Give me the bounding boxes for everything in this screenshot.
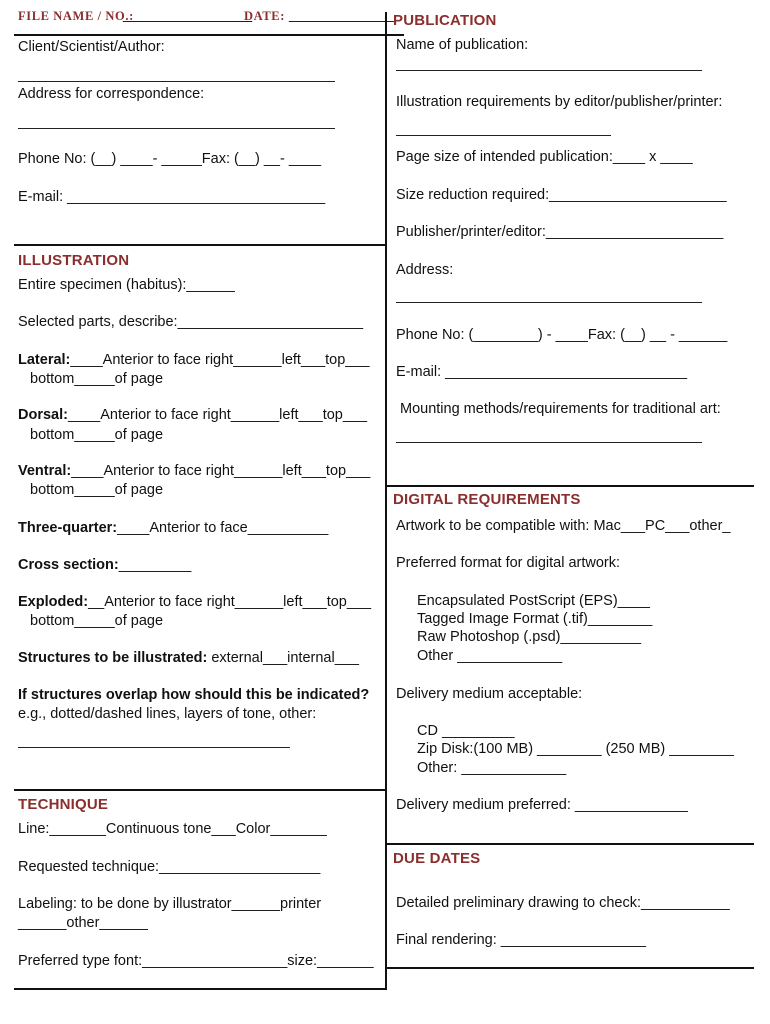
address-field[interactable] xyxy=(18,128,335,129)
publisher-address-label: Address: xyxy=(396,262,454,278)
cross-section-blank: _________ xyxy=(118,557,192,573)
ventral-label: Ventral: xyxy=(18,463,72,479)
selected-parts-field[interactable]: Selected parts, describe:_______________________ xyxy=(18,314,364,330)
client-email[interactable]: E-mail: ________________________________ xyxy=(18,189,326,205)
exploded-options: __Anterior to face right______left___top___ xyxy=(88,594,372,610)
client-phone-fax[interactable]: Phone No: (__) ____- _____Fax: (__) __- ____ xyxy=(18,151,322,167)
technique-heading: TECHNIQUE xyxy=(18,796,109,813)
publisher-phone-fax[interactable]: Phone No: (________) - ____Fax: (__) __ - ______ xyxy=(396,327,728,343)
client-author-label: Client/Scientist/Author: xyxy=(18,39,165,55)
exploded-cont[interactable]: bottom_____of page xyxy=(30,613,164,629)
ventral-cont[interactable]: bottom_____of page xyxy=(30,482,164,498)
publication-name-field[interactable] xyxy=(396,70,702,71)
three-quarter-row[interactable] xyxy=(18,519,328,537)
lateral-row[interactable] xyxy=(18,351,369,369)
format-psd[interactable]: Raw Photoshop (.psd)__________ xyxy=(417,629,642,645)
medium-cd[interactable]: CD _________ xyxy=(417,723,515,739)
bottom-rule-right xyxy=(386,967,754,969)
technique-rule xyxy=(14,789,386,791)
overlap-question: If structures overlap how should this be indicated? xyxy=(18,687,370,703)
medium-other[interactable]: Other: _____________ xyxy=(417,760,567,776)
delivery-medium-acceptable-label: Delivery medium acceptable: xyxy=(396,686,583,702)
preliminary-drawing-field[interactable]: Detailed preliminary drawing to check:___________ xyxy=(396,895,730,911)
requested-technique-field[interactable]: Requested technique:____________________ xyxy=(18,859,321,875)
cross-section-label: Cross section: xyxy=(18,557,119,573)
date-label: DATE: xyxy=(244,9,285,23)
exploded-row[interactable] xyxy=(18,593,371,611)
address-label: Address for correspondence: xyxy=(18,86,205,102)
medium-zip[interactable]: Zip Disk:(100 MB) ________ (250 MB) ________ xyxy=(417,741,734,757)
overlap-field[interactable] xyxy=(18,747,290,748)
mounting-label: Mounting methods/requirements for traditional art: xyxy=(400,401,721,417)
format-tif[interactable]: Tagged Image Format (.tif)________ xyxy=(417,611,653,627)
labeling-field[interactable]: Labeling: to be done by illustrator______printer xyxy=(18,896,322,912)
publication-heading: PUBLICATION xyxy=(393,12,497,29)
final-rendering-field[interactable]: Final rendering: __________________ xyxy=(396,932,646,948)
digital-format-label: Preferred format for digital artwork: xyxy=(396,555,621,571)
technique-line-field[interactable]: Line:_______Continuous tone___Color_______ xyxy=(18,821,327,837)
dorsal-row[interactable] xyxy=(18,406,367,424)
due-dates-heading: DUE DATES xyxy=(393,850,481,867)
client-author-field[interactable] xyxy=(18,81,335,82)
dorsal-options: ____Anterior to face right______left___top___ xyxy=(67,407,368,423)
illustration-requirements-field[interactable] xyxy=(396,135,611,136)
publisher-field[interactable]: Publisher/printer/editor:______________________ xyxy=(396,224,724,240)
dorsal-cont[interactable]: bottom_____of page xyxy=(30,427,164,443)
lateral-options: ____Anterior to face right______left___top___ xyxy=(70,352,370,368)
structures-row[interactable] xyxy=(18,649,359,667)
illustration-rule xyxy=(14,244,386,246)
publisher-email[interactable]: E-mail: ______________________________ xyxy=(396,364,688,380)
digital-heading: DIGITAL REQUIREMENTS xyxy=(393,491,581,508)
exploded-label: Exploded: xyxy=(18,594,89,610)
ventral-row[interactable] xyxy=(18,462,370,480)
file-name-label: FILE NAME / NO.: xyxy=(18,9,134,23)
illustration-requirements-label: Illustration requirements by editor/publisher/printer: xyxy=(396,94,723,110)
three-quarter-label: Three-quarter: xyxy=(18,520,118,536)
structures-options: external___internal___ xyxy=(207,650,359,666)
file-name-blank[interactable]: ________________ xyxy=(123,7,253,23)
ventral-options: ____Anterior to face right______left___top___ xyxy=(71,463,371,479)
bottom-rule-left xyxy=(14,988,386,990)
mounting-field[interactable] xyxy=(396,442,702,443)
type-font-field[interactable]: Preferred type font:__________________size:_______ xyxy=(18,953,374,969)
date-blank[interactable]: _____________ xyxy=(289,7,394,23)
delivery-medium-preferred-field[interactable]: Delivery medium preferred: ______________ xyxy=(396,797,688,813)
format-other[interactable]: Other _____________ xyxy=(417,648,563,664)
header-rule xyxy=(14,34,404,36)
dorsal-label: Dorsal: xyxy=(18,407,68,423)
lateral-label: Lateral: xyxy=(18,352,71,368)
lateral-cont[interactable]: bottom_____of page xyxy=(30,371,164,387)
page-size-field[interactable]: Page size of intended publication:____ x ____ xyxy=(396,149,693,165)
size-reduction-field[interactable]: Size reduction required:______________________ xyxy=(396,187,727,203)
due-dates-rule xyxy=(386,843,754,845)
digital-rule xyxy=(386,485,754,487)
illustration-heading: ILLUSTRATION xyxy=(18,252,130,269)
format-eps[interactable]: Encapsulated PostScript (EPS)____ xyxy=(417,593,650,609)
three-quarter-options: ____Anterior to face__________ xyxy=(117,520,329,536)
publication-name-label: Name of publication: xyxy=(396,37,529,53)
structures-label: Structures to be illustrated: xyxy=(18,650,208,666)
overlap-hint: e.g., dotted/dashed lines, layers of tone, other: xyxy=(18,706,317,722)
compatibility-field[interactable]: Artwork to be compatible with: Mac___PC___other_ xyxy=(396,518,731,534)
labeling-cont[interactable]: ______other______ xyxy=(18,915,148,931)
habitus-field[interactable]: Entire specimen (habitus):______ xyxy=(18,277,235,293)
right-column xyxy=(386,0,770,1024)
publisher-address-field[interactable] xyxy=(396,302,702,303)
cross-section-row[interactable] xyxy=(18,556,191,574)
